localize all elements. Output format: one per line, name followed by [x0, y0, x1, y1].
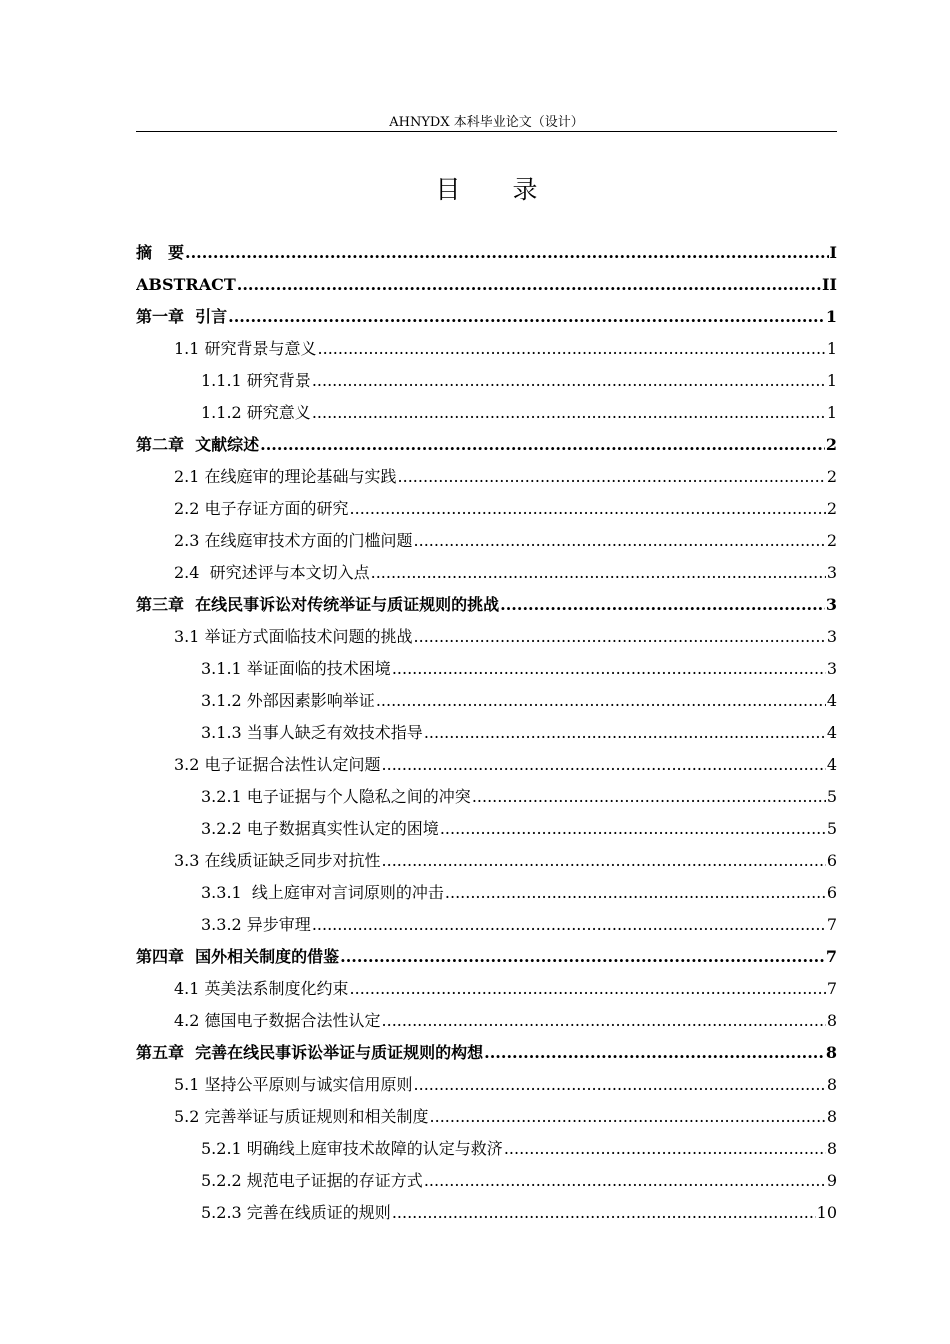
toc-entry[interactable]	[136, 429, 837, 461]
toc-entry-label: 2.1 在线庭审的理论基础与实践	[174, 467, 397, 486]
toc-leader-dots	[414, 1069, 826, 1101]
toc-entry-page: 2	[826, 531, 837, 550]
toc-entry-label: ABSTRACT	[136, 275, 236, 294]
table-of-contents	[136, 237, 837, 1229]
toc-entry-page: 7	[826, 979, 837, 998]
toc-entry[interactable]	[136, 973, 837, 1005]
toc-leader-dots	[376, 685, 826, 717]
toc-entry-label: 5.2.3 完善在线质证的规则	[201, 1203, 391, 1222]
toc-entry-page: 7	[825, 947, 837, 966]
toc-leader-dots	[340, 941, 825, 973]
toc-entry-page: 3	[825, 595, 837, 614]
toc-entry[interactable]	[136, 1101, 837, 1133]
toc-entry[interactable]	[136, 525, 837, 557]
toc-entry[interactable]	[136, 493, 837, 525]
toc-entry-page: 5	[826, 819, 837, 838]
toc-leader-dots	[484, 1037, 825, 1069]
toc-leader-dots	[424, 717, 826, 749]
toc-leader-dots	[424, 1165, 826, 1197]
toc-entry-page: 3	[826, 563, 837, 582]
toc-entry-page: 4	[826, 723, 837, 742]
toc-entry-page: 5	[826, 787, 837, 806]
toc-entry-page: 2	[826, 467, 837, 486]
toc-leader-dots	[472, 781, 826, 813]
toc-leader-dots	[398, 461, 826, 493]
toc-entry-page: 10	[816, 1203, 837, 1222]
toc-entry[interactable]	[136, 269, 837, 301]
toc-entry[interactable]	[136, 237, 837, 269]
toc-leader-dots	[350, 493, 826, 525]
toc-entry-page: II	[822, 275, 837, 294]
toc-entry-label: 1.1.1 研究背景	[201, 371, 311, 390]
toc-entry-label: 3.3.2 异步审理	[201, 915, 311, 934]
toc-entry-page: 7	[826, 915, 837, 934]
toc-entry-page: 1	[826, 371, 837, 390]
toc-entry-label: 3.3 在线质证缺乏同步对抗性	[174, 851, 381, 870]
toc-leader-dots	[430, 1101, 826, 1133]
toc-entry-label: 3.2.1 电子证据与个人隐私之间的冲突	[201, 787, 471, 806]
toc-entry-label: 第一章 引言	[136, 307, 228, 326]
toc-entry-label: 3.1 举证方式面临技术问题的挑战	[174, 627, 413, 646]
toc-entry[interactable]	[136, 1005, 837, 1037]
toc-entry[interactable]	[136, 909, 837, 941]
toc-entry-page: 1	[826, 403, 837, 422]
toc-entry-page: 8	[826, 1139, 837, 1158]
toc-leader-dots	[392, 653, 826, 685]
toc-entry-page: 8	[826, 1075, 837, 1094]
toc-entry-label: 5.2.2 规范电子证据的存证方式	[201, 1171, 423, 1190]
toc-leader-dots	[312, 365, 826, 397]
toc-entry-label: 第五章 完善在线民事诉讼举证与质证规则的构想	[136, 1043, 484, 1062]
toc-entry-page: 6	[826, 851, 837, 870]
toc-entry[interactable]	[136, 589, 837, 621]
toc-leader-dots	[382, 1005, 826, 1037]
toc-entry-page: 1	[825, 307, 837, 326]
toc-entry[interactable]	[136, 781, 837, 813]
toc-entry[interactable]	[136, 1165, 837, 1197]
toc-leader-dots	[318, 333, 826, 365]
toc-entry-label: 3.2 电子证据合法性认定问题	[174, 755, 381, 774]
toc-entry[interactable]	[136, 1133, 837, 1165]
toc-leader-dots	[414, 525, 826, 557]
toc-leader-dots	[392, 1197, 816, 1229]
toc-entry[interactable]	[136, 621, 837, 653]
toc-entry-label: 2.2 电子存证方面的研究	[174, 499, 349, 518]
toc-leader-dots	[237, 269, 821, 301]
page-header: AHNYDX 本科毕业论文（设计）	[389, 115, 584, 130]
toc-entry[interactable]	[136, 1037, 837, 1069]
toc-entry-page: 4	[826, 755, 837, 774]
toc-entry[interactable]	[136, 301, 837, 333]
toc-entry-page: 8	[826, 1107, 837, 1126]
header-rule	[136, 131, 837, 132]
toc-leader-dots	[260, 429, 825, 461]
toc-leader-dots	[350, 973, 826, 1005]
toc-entry-label: 5.2.1 明确线上庭审技术故障的认定与救济	[201, 1139, 503, 1158]
toc-entry-page: 3	[826, 627, 837, 646]
toc-entry[interactable]	[136, 845, 837, 877]
toc-entry-label: 摘 要	[136, 243, 185, 262]
toc-entry-page: 1	[826, 339, 837, 358]
toc-entry-label: 第二章 文献综述	[136, 435, 260, 454]
toc-leader-dots	[500, 589, 825, 621]
toc-entry[interactable]	[136, 653, 837, 685]
toc-entry[interactable]	[136, 877, 837, 909]
toc-entry-label: 3.1.2 外部因素影响举证	[201, 691, 375, 710]
toc-entry-page: 8	[826, 1011, 837, 1030]
toc-entry-page: 8	[825, 1043, 837, 1062]
toc-entry-label: 3.1.3 当事人缺乏有效技术指导	[201, 723, 423, 742]
toc-leader-dots	[312, 397, 826, 429]
toc-entry-page: I	[829, 243, 837, 262]
toc-leader-dots	[440, 813, 826, 845]
toc-entry-label: 3.1.1 举证面临的技术困境	[201, 659, 391, 678]
toc-entry[interactable]	[136, 1069, 837, 1101]
toc-leader-dots	[445, 877, 826, 909]
toc-entry-page: 2	[825, 435, 837, 454]
toc-leader-dots	[185, 237, 829, 269]
toc-entry-page: 4	[826, 691, 837, 710]
toc-entry[interactable]	[136, 365, 837, 397]
toc-entry[interactable]	[136, 397, 837, 429]
toc-leader-dots	[414, 621, 826, 653]
toc-entry[interactable]	[136, 941, 837, 973]
toc-entry-label: 3.2.2 电子数据真实性认定的困境	[201, 819, 439, 838]
toc-leader-dots	[371, 557, 826, 589]
toc-entry[interactable]	[136, 333, 837, 365]
toc-leader-dots	[312, 909, 826, 941]
toc-entry-page: 9	[826, 1171, 837, 1190]
toc-entry-label: 5.1 坚持公平原则与诚实信用原则	[174, 1075, 413, 1094]
toc-entry-label: 4.1 英美法系制度化约束	[174, 979, 349, 998]
toc-entry[interactable]	[136, 813, 837, 845]
toc-entry-label: 1.1 研究背景与意义	[174, 339, 317, 358]
toc-entry-page: 6	[826, 883, 837, 902]
toc-entry-label: 第三章 在线民事诉讼对传统举证与质证规则的挑战	[136, 595, 500, 614]
toc-entry-label: 4.2 德国电子数据合法性认定	[174, 1011, 381, 1030]
toc-leader-dots	[382, 749, 826, 781]
toc-entry[interactable]	[136, 461, 837, 493]
toc-leader-dots	[382, 845, 826, 877]
toc-entry[interactable]	[136, 557, 837, 589]
toc-leader-dots	[504, 1133, 826, 1165]
toc-entry-page: 2	[826, 499, 837, 518]
toc-entry-label: 1.1.2 研究意义	[201, 403, 311, 422]
toc-entry[interactable]	[136, 717, 837, 749]
toc-entry-label: 第四章 国外相关制度的借鉴	[136, 947, 340, 966]
toc-entry-page: 3	[826, 659, 837, 678]
toc-entry-label: 3.3.1 线上庭审对言词原则的冲击	[201, 883, 444, 902]
toc-leader-dots	[228, 301, 825, 333]
toc-entry[interactable]	[136, 685, 837, 717]
toc-entry-label: 5.2 完善举证与质证规则和相关制度	[174, 1107, 429, 1126]
toc-entry[interactable]	[136, 1197, 837, 1229]
toc-entry-label: 2.4 研究述评与本文切入点	[174, 563, 370, 582]
toc-entry-label: 2.3 在线庭审技术方面的门槛问题	[174, 531, 413, 550]
toc-entry[interactable]	[136, 749, 837, 781]
page-title: 目 录	[435, 175, 560, 204]
